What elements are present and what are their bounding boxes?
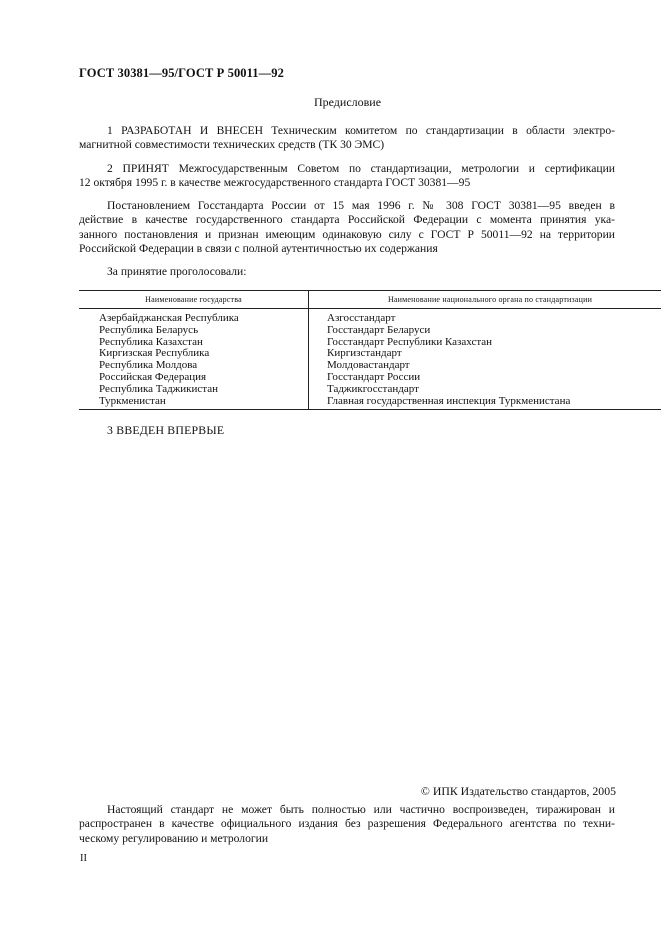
state-name: Республика Таджикистан — [99, 382, 218, 395]
section-2-line-2: 12 октября 1995 г. в качестве межгосударственного стандарта ГОСТ 30381—95 — [79, 176, 471, 190]
foreword-title: Предисловие — [313, 95, 382, 109]
notice-line-1: Настоящий стандарт не может быть полностью или частично воспроизведен, тиражирован и — [107, 803, 615, 816]
body-column-header: Наименование национального органа по стандартизации — [309, 291, 661, 309]
section-2-adopted — [79, 162, 615, 191]
decree-line-3: занного постановления и признан имеющим одинаковую силу с ГОСТ Р 50011—92 на территории — [79, 227, 615, 241]
section-1-line-2: магнитной совместимости технических средств (ТК 30 ЭМС) — [79, 138, 385, 152]
standards-body-name: Главная государственная инспекция Туркменистана — [327, 394, 571, 407]
page-number: II — [80, 853, 87, 864]
bodies-cell — [309, 309, 661, 410]
section-1-line-1: 1 РАЗРАБОТАН И ВНЕСЕН Техническим комитетом по стандартизации в области электро- — [107, 124, 615, 137]
copyright-line: © ИПК Издательство стандартов, 2005 — [420, 784, 616, 798]
standards-body-name: Азгосстандарт — [327, 312, 396, 324]
standard-header: ГОСТ 30381—95/ГОСТ Р 50011—92 — [79, 66, 284, 80]
state-name: Республика Молдова — [99, 359, 198, 372]
standards-body-name: Киргизстандарт — [327, 347, 402, 360]
state-name: Туркменистан — [99, 394, 166, 407]
state-column-header: Наименование государства — [79, 291, 309, 309]
voting-states-table — [79, 290, 661, 410]
state-name: Республика Казахстан — [99, 335, 203, 348]
decree-line-2: действие в качестве государственного стандарта Российской Федерации с момента принятия ука- — [79, 213, 615, 227]
decree-line-1: Постановлением Госстандарта России от 15 мая 1996 г. № 308 ГОСТ 30381—95 введен в — [107, 199, 615, 212]
states-cell — [79, 309, 309, 410]
standards-body-name: Молдовастандарт — [327, 359, 410, 372]
standards-body-name: Госстандарт России — [327, 370, 421, 383]
state-name: Российская Федерация — [99, 370, 207, 383]
notice-line-2: распространен в качестве официального издания без разрешения Федерального агентства по техни- — [79, 817, 615, 831]
decree-paragraph — [79, 199, 615, 257]
reproduction-notice — [79, 803, 615, 846]
state-name: Азербайджанская Республика — [99, 312, 239, 324]
standards-body-name: Таджикгосстандарт — [327, 382, 419, 395]
table-header-row — [79, 291, 661, 309]
standards-body-name: Госстандарт Республики Казахстан — [327, 335, 493, 348]
notice-line-3: ческому регулированию и метрологии — [79, 831, 269, 845]
standards-body-name: Госстандарт Беларуси — [327, 323, 431, 336]
state-name: Киргизская Республика — [99, 347, 210, 360]
vote-label: За принятие проголосовали: — [107, 265, 247, 278]
state-name: Республика Беларусь — [99, 323, 199, 336]
decree-line-4: Российской Федерации в связи с полной аутентичностью их содержания — [79, 242, 438, 256]
section-1-developed — [79, 124, 615, 153]
section-2-line-1: 2 ПРИНЯТ Межгосударственным Советом по стандартизации, метрологии и сертификации — [107, 162, 615, 175]
section-3-introduced: 3 ВВЕДЕН ВПЕРВЫЕ — [107, 423, 225, 437]
table-body-row — [79, 309, 661, 410]
